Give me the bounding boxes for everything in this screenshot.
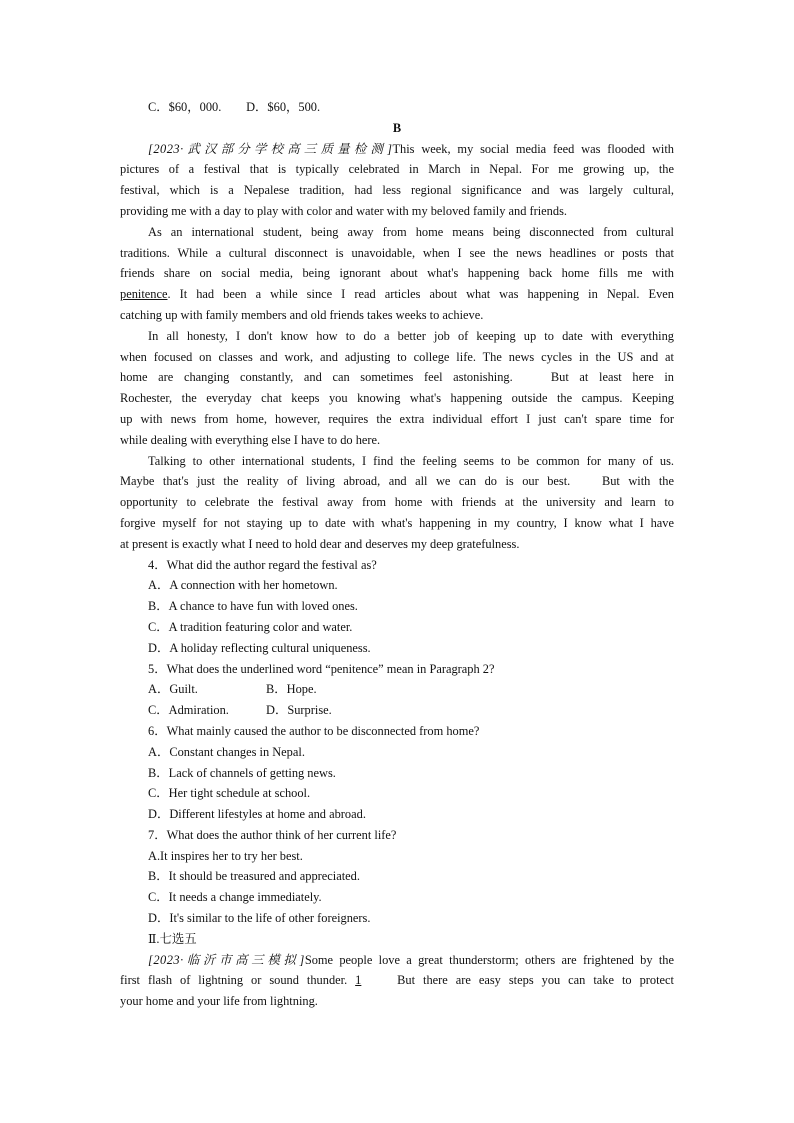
paragraph-line: catching up with family members and old friends takes weeks to achieve. xyxy=(120,307,484,322)
answer-option-row xyxy=(120,700,674,721)
answer-option: C．It needs a change immediately. xyxy=(148,890,322,905)
paragraph-line: In all honesty, I don't know how to do a better job of keeping up to date with everything xyxy=(148,328,674,343)
paragraph-line: [2023·临沂市高三模拟]Some people love a great thunderstorm; others are frightened by the xyxy=(148,952,674,967)
answer-option: D．Different lifestyles at home and abroad. xyxy=(148,807,366,822)
passage-paragraph-4 xyxy=(120,451,674,555)
question-stem: 7．What does the author think of her current life? xyxy=(148,827,397,842)
paragraph-line: penitence. It had been a while since I read articles about what was happening in Nepal. Even xyxy=(120,287,674,302)
question-stem: 4．What did the author regard the festival as? xyxy=(148,557,377,572)
answer-option: D．Surprise. xyxy=(266,703,332,718)
paragraph-line: while dealing with everything else I have to do here. xyxy=(120,432,381,447)
underlined-word: penitence xyxy=(120,287,168,302)
section-ii-title: Ⅱ.七选五 xyxy=(148,931,197,946)
answer-option: C．Her tight schedule at school. xyxy=(148,786,311,801)
paragraph-line: Maybe that's just the reality of living abroad, and all we can do is our best. But with the xyxy=(120,474,674,489)
answer-option: A．A connection with her hometown. xyxy=(148,578,338,593)
source-tag: [2023·临沂市高三模拟] xyxy=(148,952,305,967)
paragraph-line: first flash of lightning or sound thunder. 1 But there are easy steps you can take to protect xyxy=(120,970,674,991)
passage-paragraph-3 xyxy=(120,326,674,451)
passage-paragraph-2 xyxy=(120,222,674,326)
previous-question-options: C．$60，000. D．$60，500. xyxy=(148,100,321,114)
source-tag: [2023·武汉部分学校高三质量检测] xyxy=(148,141,393,156)
paragraph-line: at present is exactly what I need to hold dear and deserves my deep gratefulness. xyxy=(120,536,520,551)
answer-option: B．It should be treasured and appreciated. xyxy=(148,869,360,884)
paragraph-line: festival, which is a Nepalese tradition, had less regional significance and was largely cultural, xyxy=(120,183,674,198)
paragraph-line: [2023·武汉部分学校高三质量检测]This week, my social media feed was flooded with xyxy=(148,141,674,156)
question-4 xyxy=(120,555,674,659)
paragraph-line: home are changing constantly, and can sometimes feel astonishing. But at least here in xyxy=(120,370,674,385)
section-b-title: B xyxy=(392,120,402,135)
answer-blank: 1 xyxy=(355,973,362,988)
paragraph-line: up with news from home, however, requires the extra individual effort I just can't spare time for xyxy=(120,411,674,426)
answer-option: A.It inspires her to try her best. xyxy=(148,848,303,863)
answer-option: C．A tradition featuring color and water. xyxy=(148,619,353,634)
answer-option: B．Hope. xyxy=(266,682,317,697)
paragraph-line: providing me with a day to play with color and water with my beloved family and friends. xyxy=(120,203,567,218)
paragraph-line: opportunity to celebrate the festival away from home with friends at the university and learn to xyxy=(120,495,674,510)
paragraph-line: Rochester, the everyday chat keeps you knowing what's happening outside the campus. Keeping xyxy=(120,391,674,406)
answer-option: C．Admiration. xyxy=(148,703,229,718)
question-7 xyxy=(120,825,674,929)
paragraph-line: your home and your life from lightning. xyxy=(120,994,318,1009)
paragraph-line: As an international student, being away from home means being disconnected from cultural xyxy=(148,224,674,239)
paragraph-line: Talking to other international students, I find the feeling seems to be common for many of us. xyxy=(148,453,674,468)
paragraph-line: forgive myself for not staying up to date with what's happening in my country, I know what I have xyxy=(120,515,674,530)
question-5 xyxy=(120,659,674,721)
section-ii-passage xyxy=(120,950,674,1012)
paragraph-line: friends share on social media, being ignorant about what's happening back home fills me with xyxy=(120,266,674,281)
question-stem: 6．What mainly caused the author to be disconnected from home? xyxy=(148,723,480,738)
answer-option: D．It's similar to the life of other foreigners. xyxy=(148,911,371,926)
answer-option: B．Lack of channels of getting news. xyxy=(148,765,336,780)
answer-option: A．Guilt. xyxy=(148,682,198,697)
answer-option: A．Constant changes in Nepal. xyxy=(148,744,305,759)
answer-option: D．A holiday reflecting cultural uniqueness. xyxy=(148,640,371,655)
paragraph-line: traditions. While a cultural disconnect is unavoidable, when I see the news headlines or posts that xyxy=(120,245,674,260)
question-6 xyxy=(120,721,674,825)
question-stem: 5．What does the underlined word “penitence” mean in Paragraph 2? xyxy=(148,661,495,676)
answer-option-row xyxy=(120,679,674,700)
paragraph-line: pictures of a festival that is typically celebrated in March in Nepal. For me growing up, the xyxy=(120,162,674,177)
answer-option: B．A chance to have fun with loved ones. xyxy=(148,599,358,614)
passage-paragraph-1 xyxy=(120,139,674,222)
paragraph-line: when focused on classes and work, and adjusting to college life. The news cycles in the US and at xyxy=(120,349,674,364)
document-body xyxy=(120,97,674,1012)
